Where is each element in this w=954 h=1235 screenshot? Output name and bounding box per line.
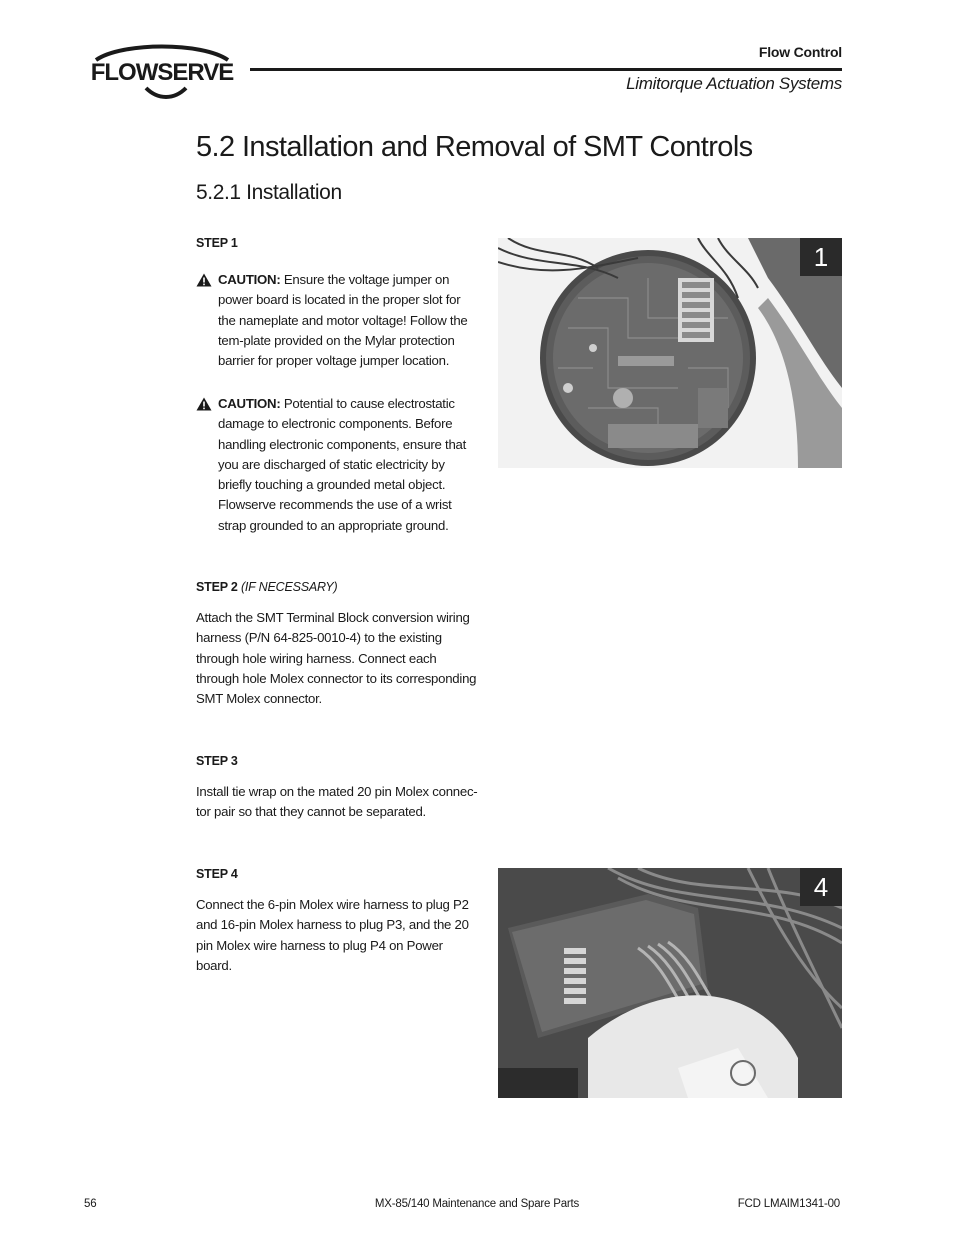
warning-triangle-icon — [196, 273, 212, 287]
caution-electrostatic — [196, 394, 478, 536]
caution-text: Ensure the voltage jumper on power board is located in the proper slot for the nameplate and motor voltage! Follow the tem-plate provided on the Mylar protection barrier for proper voltage jumper location. — [218, 272, 468, 369]
caution-text: Potential to cause electrostatic damage to electronic components. Before handling electronic components, ensure that you are discharged of static electricity by briefly touching a grounded metal object. Flowserve recommends the use of a wrist strap grounded to an appropriate ground. — [218, 396, 467, 533]
flowserve-logo — [82, 40, 242, 102]
step-4-heading: STEP 4 — [196, 867, 238, 881]
step-3-text: Install tie wrap on the mated 20 pin Molex connec-tor pair so that they cannot be separated. — [196, 784, 478, 820]
figure-4-photo — [498, 868, 842, 1098]
section-title: 5.2 Installation and Removal of SMT Controls — [196, 131, 753, 163]
step-4-text: Connect the 6-pin Molex wire harness to plug P2 and 16-pin Molex harness to plug P3, and the 20 pin Molex wire harness to plug P4 on Power board. — [196, 897, 469, 973]
step-2-heading — [196, 580, 337, 594]
step-2-text: Attach the SMT Terminal Block conversion wiring harness (P/N 64-825-0010-4) to the existing through hole wiring harness. Connect each through hole Molex connector to its corresponding SMT Molex connector. — [196, 610, 477, 707]
step-1-heading: STEP 1 — [196, 236, 238, 250]
step-3-heading: STEP 3 — [196, 754, 238, 768]
step-2-qualifier: (IF NECESSARY) — [240, 580, 338, 594]
caution-label: CAUTION: — [218, 272, 281, 287]
caution-label: CAUTION: — [218, 396, 281, 411]
figure-1-photo — [498, 238, 842, 468]
step-2-label: STEP 2 — [196, 580, 238, 594]
header-rule — [250, 68, 842, 71]
logo-wordmark: FLOWSERVE — [90, 59, 234, 86]
figure-1-number-badge: 1 — [800, 238, 842, 276]
figure-4-number-badge: 4 — [800, 868, 842, 906]
warning-triangle-icon — [196, 397, 212, 411]
header-subtitle: Limitorque Actuation Systems — [626, 74, 842, 93]
caution-voltage-jumper — [196, 270, 478, 371]
footer-page-number: 56 — [84, 1198, 97, 1210]
header-category: Flow Control — [758, 44, 842, 60]
subsection-title: 5.2.1 Installation — [196, 181, 342, 204]
footer-document-title: MX-85/140 Maintenance and Spare Parts — [374, 1198, 580, 1210]
footer-document-code: FCD LMAIM1341-00 — [737, 1198, 840, 1210]
